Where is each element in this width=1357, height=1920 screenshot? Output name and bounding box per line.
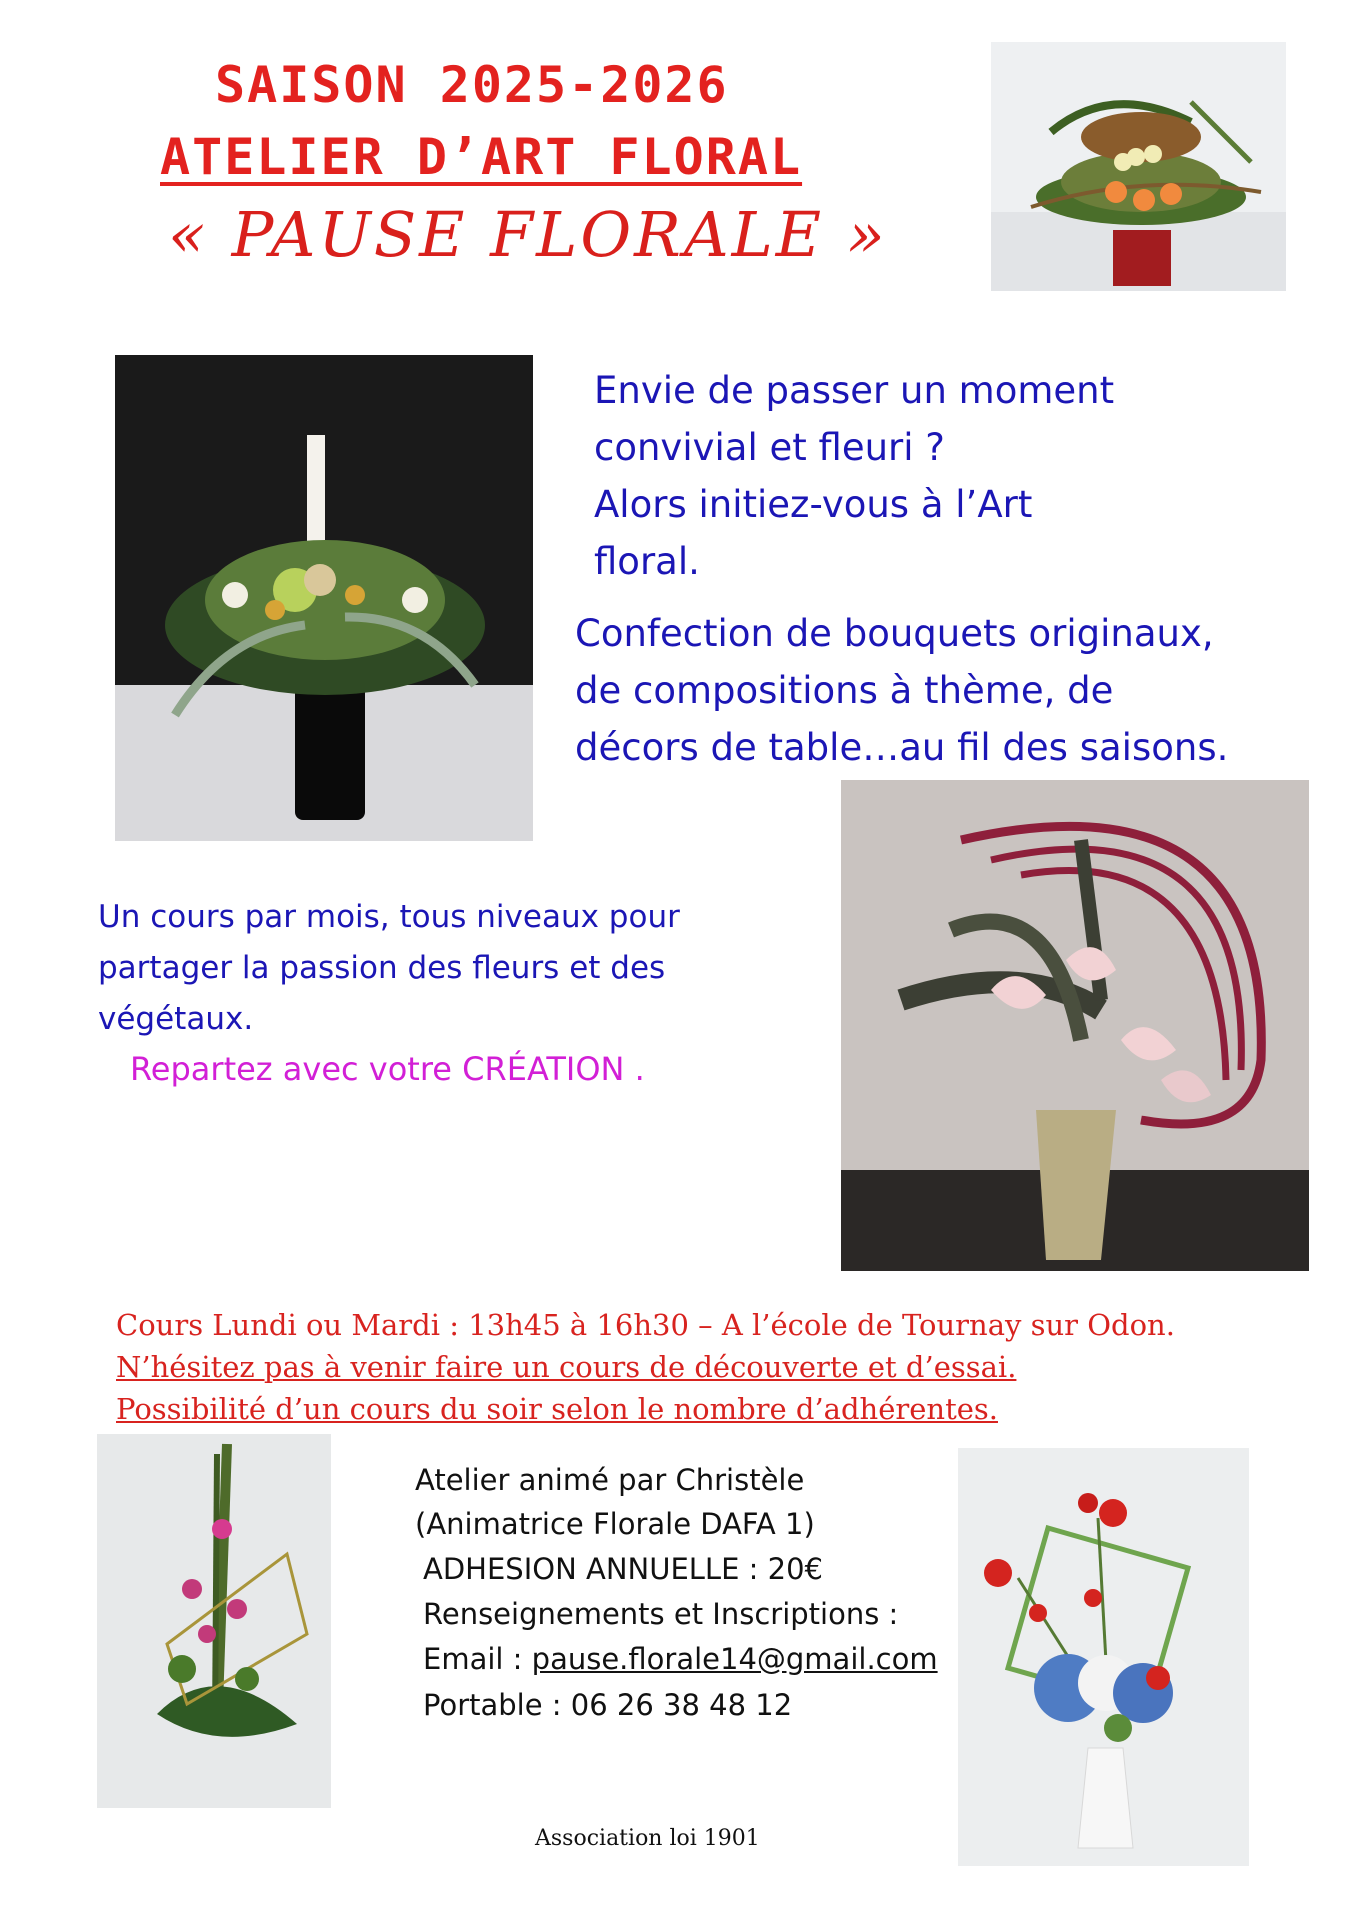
- intro-text: [594, 362, 1114, 590]
- photo-anthurium-arrangement: [841, 780, 1309, 1271]
- association-footer: Association loi 1901: [535, 1826, 760, 1851]
- photo-tall-leaf-arrangement: [97, 1434, 331, 1808]
- confection-text: [575, 605, 1228, 776]
- intro-line: Envie de passer un moment: [594, 369, 1115, 412]
- repartez-text: Repartez avec votre CRÉATION .: [130, 1050, 645, 1088]
- course-line: Un cours par mois, tous niveaux pour: [98, 899, 680, 935]
- season-title: SAISON 2025-2026: [215, 56, 729, 114]
- info-heading: Renseignements et Inscriptions :: [423, 1597, 899, 1631]
- email-label: Email :: [423, 1642, 532, 1676]
- confection-line: Confection de bouquets originaux,: [575, 612, 1214, 655]
- evening-course-note: Possibilité d’un cours du soir selon le nombre d’adhérentes.: [116, 1392, 998, 1426]
- animator-title: (Animatrice Florale DAFA 1): [415, 1507, 815, 1541]
- email-line: [423, 1642, 938, 1676]
- photo-arrangement-red-pot: [991, 42, 1286, 291]
- pause-florale-title: « PAUSE FLORALE »: [168, 198, 888, 271]
- intro-line: convivial et fleuri ?: [594, 426, 945, 469]
- course-line: partager la passion des fleurs et des: [98, 950, 666, 986]
- membership-fee: ADHESION ANNUELLE : 20€: [423, 1552, 823, 1586]
- course-line: végétaux.: [98, 1001, 254, 1037]
- animated-by: Atelier animé par Christèle: [415, 1463, 805, 1497]
- intro-line: Alors initiez-vous à l’Art: [594, 483, 1033, 526]
- intro-line: floral.: [594, 540, 700, 583]
- photo-candle-centerpiece: [115, 355, 533, 841]
- confection-line: décors de table…au fil des saisons.: [575, 726, 1229, 769]
- schedule-times: Cours Lundi ou Mardi : 13h45 à 16h30 – A l’école de Tournay sur Odon.: [116, 1308, 1175, 1342]
- phone-number: Portable : 06 26 38 48 12: [423, 1688, 793, 1722]
- trial-course-note: N’hésitez pas à venir faire un cours de découverte et d’essai.: [116, 1350, 1017, 1384]
- monthly-course-text: [98, 892, 680, 1045]
- photo-poppy-hydrangea-arrangement: [958, 1448, 1249, 1866]
- workshop-title: ATELIER D’ART FLORAL: [160, 128, 803, 186]
- confection-line: de compositions à thème, de: [575, 669, 1114, 712]
- email-link[interactable]: pause.florale14@gmail.com: [531, 1642, 938, 1676]
